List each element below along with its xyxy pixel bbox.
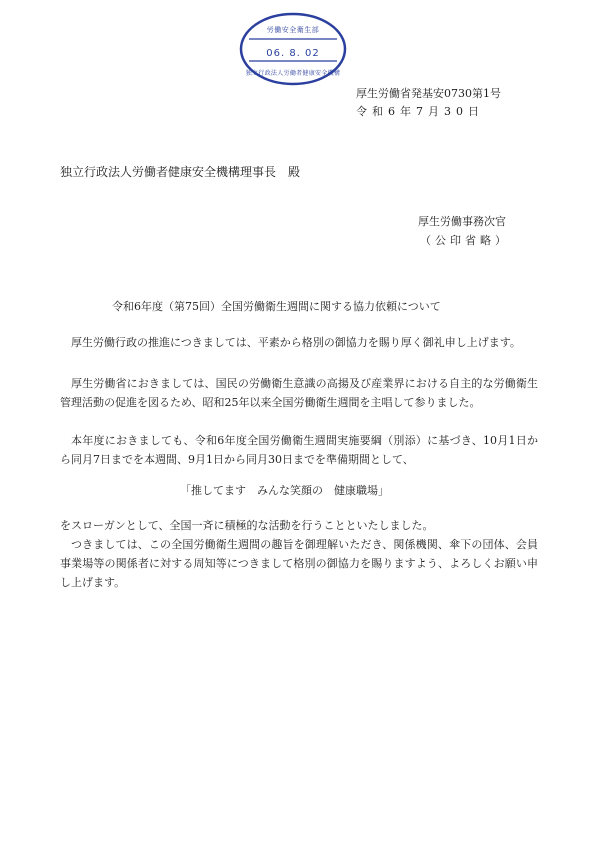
document-number: 厚生労働省発基安0730第1号 (356, 87, 501, 100)
body-paragraph-slogan-intro: をスローガンとして、全国一斉に積極的な活動を行うことといたしました。 (60, 519, 434, 532)
received-date-stamp (239, 12, 347, 86)
stamp-top-text: 労働安全衛生部 (266, 26, 320, 34)
body-paragraph-background: 厚生労働省におきましては、国民の労働衛生意識の高揚及び産業界における自主的な労働衛生管理活動の促進を図るため、昭和25年以来全国労働衛生週間を主唱して参りました。 (60, 377, 538, 409)
stamp-date: 06. 8. 02 (266, 48, 320, 59)
body-paragraph-request: つきましては、この全国労働衛生週間の趣旨を御理解いただき、関係機関、傘下の団体、会員事業場等の関係者に対する周知等につきまして格別の御協力を賜りますよう、よろしくお願い申し上げます。 (60, 538, 538, 589)
body-paragraph-schedule: 本年度におきましても、令和6年度全国労働衛生週間実施要綱（別添）に基づき、10月1日から同月7日までを本週間、9月1日から同月30日までを準備期間として、 (60, 434, 538, 466)
recipient-line: 独立行政法人労働者健康安全機構理事長 殿 (60, 165, 301, 179)
slogan: 「推してます みんな笑顔の 健康職場」 (180, 484, 389, 497)
document-date: 令和6年7月30日 (356, 105, 484, 118)
seal-omitted-note: （公印省略） (420, 234, 510, 247)
stamp-bottom-text: 独立行政法人労働者健康安全機構 (245, 70, 341, 77)
body-paragraph-greeting: 厚生労働行政の推進につきましては、平素から格別の御協力を賜り厚く御礼申し上げます。 (71, 336, 521, 349)
sender-title: 厚生労働事務次官 (418, 215, 506, 228)
document-subject: 令和6年度（第75回）全国労働衛生週間に関する協力依頼について (112, 300, 441, 313)
